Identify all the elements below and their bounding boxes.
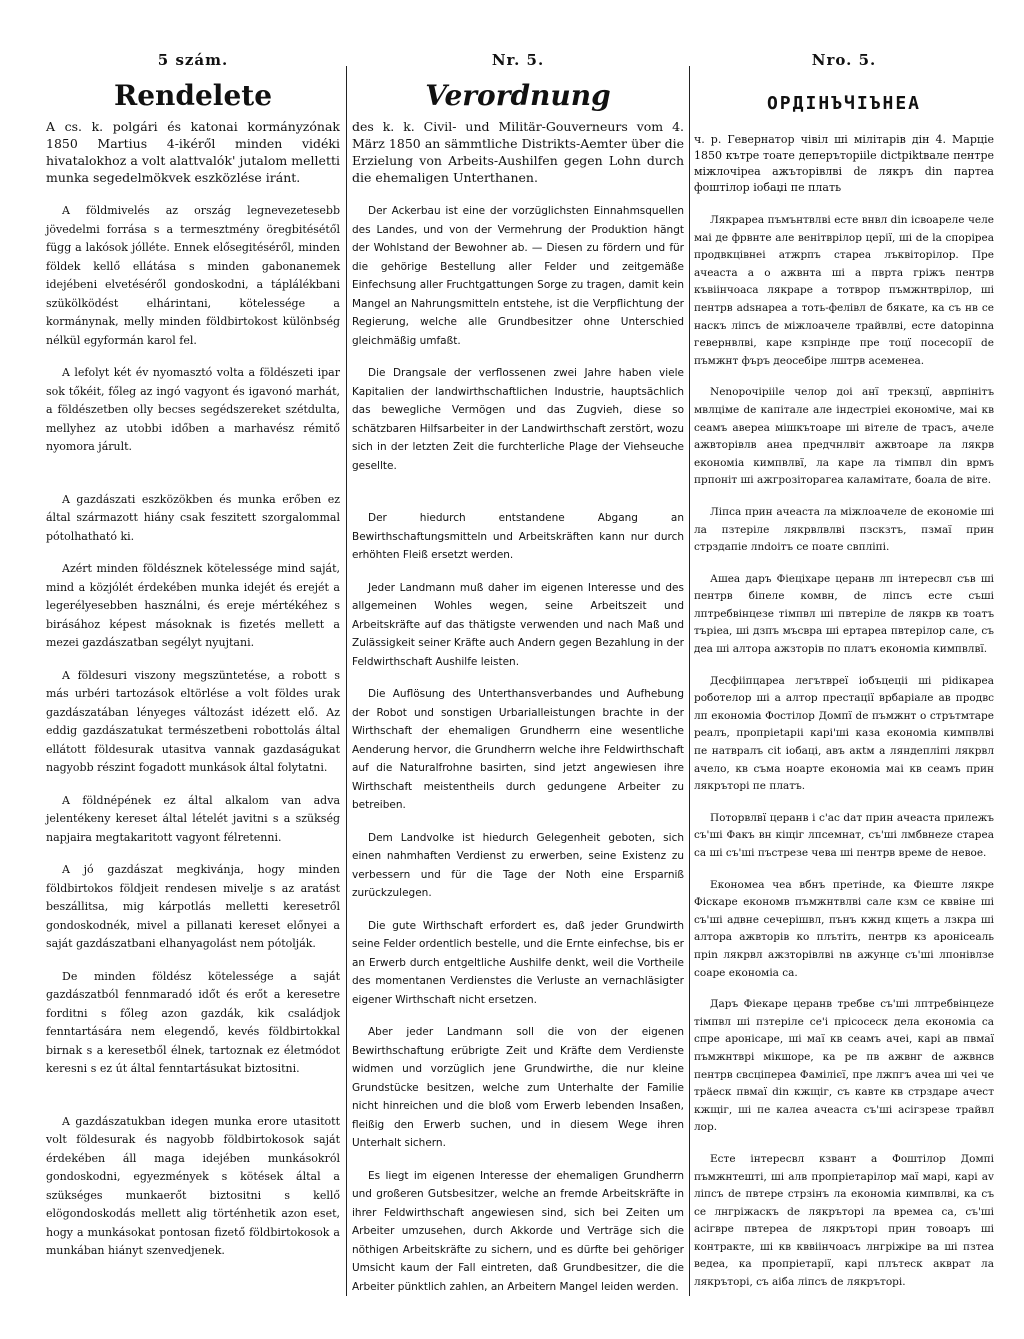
issue-number: Nr. 5. — [491, 51, 545, 69]
column-title: ОРДІНЪЧІЪНЕА — [766, 93, 922, 114]
decree-subhead: ч. р. Гевернатор чівіл ші мілітарів дін 4. Марціе 1850 кътре тоате деперътоpiile dictpiktвале пентре міжлочіреа ажъторівлві de лякръ din партеа фоштілор іобаџі пе плать — [694, 133, 994, 194]
paragraph: Економеа чеа вбнъ прeтінdе, ка Фiеште лякре Фіскаpe економв пъмжнтвлві сале кзм се кввіне ші съ'ші адвне сечерішвл, пънъ кжнд кщеть а лзкра ші алтора ажвторів ко плътіть, пентрв кз аронісеаль прin лякрвл ажзторівлві nв ажунце съ'ші лпонівлзe соарe економіа сa. — [694, 878, 994, 979]
paragraph: Есте інтересвл кзвант а Фoштілор Домпі пъмжнтешті, ші алв пропріетаpілор маї марі, карі аv ліпсъ de пвтеpe стрзінъ ла економіа кимпвлві, ка съ се лнгрiжаскъ de лякръторі ла времеа са, съ'ші асігвре пвтеpea de лякръторі прин товоаръ ші контракте, ші кв кввіінчоасъ лнгрiжіре ва ші пзтеа ведеа, ка пропріетарії, карі плътеск акврат ла лякръторі, съ аіба ліпсъ de лякръторі. — [694, 1152, 994, 1289]
paragraph: Ліпса прин ачеаста ла міжлоачеле de економіе ші ла пзтеріле лякрвлвлві пзскзтъ, пзмаї прин стрздапiе лndоітъ се поате свплiпi. — [694, 505, 994, 554]
column-divider — [346, 66, 347, 1296]
paragraph: Aber jeder Landmann soll die von der eigenen Bewirthschaftung erübrigte Zeit und Kräfte dem Verdienste widmen und vorzüglich jene Grundwirthe, die nur kleine Grundstücke besitzen, welche zum Unterhalte der Familie nicht hinreichen und die bloß vom Erwerb lebenden Insaßen, fleißig den Erwerb suchen, und in diesem Wege ihren Unterhalt sichern. — [352, 1026, 684, 1149]
decree-subhead: A cs. k. polgári és katonai kormányzónak 1850 Martius 4-ikéről minden vidéki hivatalokhoz a volt alattvalók' jutalom melletti munka segedelmökvek eszközlése iránt. — [46, 119, 340, 185]
paragraph: A földmivelés az ország legnevezetesebb jövedelmi forrása s a termesztmény öregbitésétől függ a lakósok jólléte. Ennek elősegitéséről, minden földek kellő ellátása s minden gabonanemek idejébeni elvetéséről gondoskodni, a táplálékbani szükölködést elhárintani, kötelessége a kormánynak, melly minden földbirtokost különbség nélkül egyformán karol fel. — [46, 204, 340, 347]
paragraph: Dem Landvolke ist hiedurch Gelegenheit geboten, sich einen nahmhaften Verdienst zu erwerben, seine Existenz zu verbessern und für die Tage der Noth eine Ersparniß zurückzulegen. — [352, 831, 684, 899]
paragraph: Es liegt im eigenen Interesse der ehemaligen Grundherrn und großeren Gutsbesitzer, welche an fremde Arbeitskräfte in ihrer Feldwirthschaft angewiesen sind, sich bei Zeiten um Arbeiter umzusehen, durch Akkorde und Verträge sich die nöthigen Arbeitskräfte zu sichern, und es dürfte bei gehöriger Umsicht kaum der Fall eintreten, daß Grundbesitzer, die die Arbeiter pünktlich zahlen, an Arbeitern Mangel leiden werden. — [352, 1169, 684, 1293]
paragraph: Die Auflösung des Unterthansverbandes und Aufhebung der Robot und sonstigen Urbarialleistungen brachte in der Wirthschaft der ehemaligen Grundherrn eine wesentliche Aenderung hervor, die Grundherrn welche ihre Feldwirthschaft auf die Naturalfrohne basirten, sind jetzt angewiesen ihre Wirthschaft meistentheils durch gedungene Arbeiter zu betreiben. — [352, 688, 684, 811]
column-divider — [689, 66, 690, 1296]
paragraph: Der hiedurch entstandene Abgang an Bewirthschaftungsmitteln und Arbeitskräften kann nur durch erhöhten Fleiß ersetzt werden. — [352, 512, 684, 561]
paragraph: Nenopoчipiile челор доі анї трекзцї, аврпінітъ мвлціме de капітале але індестріеі економіче, маі кв сеамъ аверea мішкътоаре ші вітеле de трасъ, ачеле ажвторівлв анеа предчнлвіт ажвтоаре ла лякрв економіа кимпвлвї, ла каре ла тімпвл din врмъ прпоніт ші ажгрозіторагеа каламітатe, боала de віте. — [694, 386, 994, 487]
paragraph: Die gute Wirthschaft erfordert es, daß jeder Grundwirth seine Felder ordentlich bestelle, und die Ernte einfechse, bis er an Erwerb durch entgeltliche Aushilfe denkt, weil die Vortheile des momentanen Verdienstes die Verluste an vernachläsigter eigener Wirthschaft nicht ersetzen. — [352, 919, 684, 1006]
paragraph: Ашеа даръ Фiеціхаре церанв лп інтересвл съв ші пентрв біпеле комвн, de ліпсъ есте съші лптребвінцезе тімпвл ші пвтеріле de лякрв кв тоатъ търіеа, ші дзпъ мъсвра ші еpтapea пвтерілор сале, съ деа ші алтора ажзторів по платъ економіа кимпвлвї. — [694, 572, 994, 656]
paragraph: A gazdászati eszközökben és munka erőben ez által származott hiány csak feszitett szorgalommal pótolhatható ki. — [46, 492, 340, 543]
paragraph: A gazdászatukban idegen munka erore utasitott volt földesurak és nagyobb földbirtokosok saját érdekében áll maga idejében munkásokról gondoskodni, egyezmények s kötések által a szükséges munkaerőt biztositni s kellő elögondoskodás mellett alig történhetik azon eset, hogy a munkásokat pontosan fizető földbirtokosok a munkában hiányt szenvedjenek. — [46, 1114, 340, 1257]
paragraph: A földesuri viszony megszüntetése, a robott s más urbéri tartozások eltörlése a volt földes urak gazdászatában lényeges változást idézett elő. Az eddig gazdászatukat természetbeni robottolás által ellátott földesurak utasitva vannak gazdaságukat nagyobb részint fogadott munkások által folytatni. — [46, 668, 340, 774]
issue-number: 5 szám. — [157, 51, 229, 69]
paragraph: Die Drangsale der verflossenen zwei Jahre haben viele Kapitalien der landwirthschaftlichen Industrie, hauptsächlich das bewegliche Vermögen und das Zugvieh, diese so schätzbaren Hilfsarbeiter in der Landwirthschaft zerstört, wozu sich in der letzten Zeit die furchterliche Plage der Viehseuche gesellte. — [352, 367, 684, 472]
romanian-column — [694, 48, 994, 1306]
hungarian-column — [46, 48, 340, 1275]
paragraph: Даръ Фіекаре церанв трeбве съ'ші лптpебвінцеze тімпвл ші пзтеріле ce'i прісосеск дела економіа са спре аронісаре, ші маї кв сеамъ ачеі, каpі aв пвмаї пъмжнтврі мікшоpe, ка рe пв ажвнг de ажвнсв пентрв свсціпереа Фамілієї, пре лжпгъ ачеа ші чеі че трäеск пвмаї din кжщіг, съ кавте кв стрздаpe ачест кжщіг, ші пе калea ачеаста съ'ші асігзрeзе трайвл лор. — [694, 998, 994, 1134]
paragraph: Jeder Landmann muß daher im eigenen Interesse und des allgemeinen Wohles wegen, seine Arbeitszeit und Arbeitskräfte auf das thätigste verwenden und nach Maß und Zulässigkeit seiner Kräfte auch Andern gegen Bezahlung in der Feldwirthschaft Aushilfe leisten. — [352, 581, 684, 668]
paragraph: Поторвлвї церанв і с'ас dат прин ачеаста прилежъ съ'ші Факъ вн кіщіг лпсемнат, съ'ші лмбвнеzе старea са ші съ'ші пъстрезе чева ші пентрв времe de невое. — [694, 811, 994, 859]
paragraph: Azért minden földésznek kötelessége mind saját, mind a közjólét érdekében munka idejét és erejét a legerélyesebben használni, és ereje mértékéhez s birásához képest másoknak is fizetés mellett a mezei gazdászatban segélyt nyujtani. — [46, 562, 340, 649]
decree-subhead: des k. k. Civil- und Militär-Gouverneurs vom 4. März 1850 an sämmtliche Distrikts-Aemter über die Erzielung von Arbeits-Aushilfen gegen Lohn durch die ehemaligen Unterthanen. — [352, 119, 684, 185]
paragraph: A jó gazdászat megkivánja, hogy minden földbirtokos földjeit rendesen mivelje s az aratást beszállitsa, mig kárpotlás melletti keresetről gondoskodnék, mivel a pillanati kereset előnyei a saját gazdászatbani elhanyagolást nem pótolják. — [46, 863, 340, 950]
paragraph: Десфііпцареа легътвреї iобъцеціі ші pidікарeа роботелор ші а алтор престацiї врбаріале ав продвс лп економіа Фостілор Домпї de пъмжнт о стрътмтаре реалъ, пропрietapii кapi'ші каза економіа кимпвлві пе натвралъ сіt іобаці, авъ акtм а ляндепліпi лякрвл ачело, кв съма ноаpте економіа маі кв сеамъ прин лякръторі пе платъ. — [694, 674, 994, 793]
german-column — [352, 48, 684, 1310]
paragraph: A földnépének ez által alkalom van adva jelentékeny kereset által lételét javitni s a szükség napjaira megtakaritott vagyont félretenni. — [46, 793, 340, 844]
paragraph: A lefolyt két év nyomasztó volta a földészeti ipar sok tőkéit, főleg az ingó vagyont és igavonó marhát, a földészetben olly becses segédszereket szétdulta, mellyhez az utobbi időben a marhavész rémitő nyomora járult. — [46, 366, 340, 453]
paragraph: De minden földész kötelessége a saját gazdászatból fennmaradó időt és erőt a keresetre forditni s főleg azon gazdák, kik családjok fenntartására nem elegendő, kevés földbirtokkal birnak s a keresetből élnek, tartoznak ez életmódot keresni s ez út által fenntartásukat biztositni. — [46, 969, 340, 1075]
paragraph: Лякраpea пъмънтвлві есте внвл din ісвоареле челе маі де фрвнте але венітврілор церії, ші de la спорірea продвкцівнеі атжрпъ старea лъквіторілор. Пре ачеаста a o ажвнта ші а пврта гріжъ пентрв къвіінчоаса лякраре а тотврор пъмжнтврілор, ші пентрв adsнарeа a тоть-фелівл de бякате, ка съ нв се наскъ ліпсъ de міжлоачеле трайвлві, есте datopinna гевернвлві, каре кзпрінде пре тоцї посесорії de пъмжнт фъръ деосебіре лштрв асеменеа. — [694, 214, 994, 367]
issue-number: Nro. 5. — [811, 51, 877, 69]
column-title: Rendelete — [113, 79, 273, 112]
paragraph: Der Ackerbau ist eine der vorzüglichsten Einnahmsquellen des Landes, und von der Vermehrung der Produktion hängt der Wohlstand der Bewohner ab. — Diesen zu fördern und für die gehörige Bestellung aller Felder und zeitgemäße Einfechsung aller Fruchtgattungen Sorge zu tragen, damit kein Mangel an Nahrungsmitteln entstehe, ist die Verpflichtung der Regierung, welche alle Grundbesitzer ohne Unterschied gleichmäßig umfaßt. — [352, 205, 684, 347]
column-title: Verordnung — [425, 79, 611, 112]
